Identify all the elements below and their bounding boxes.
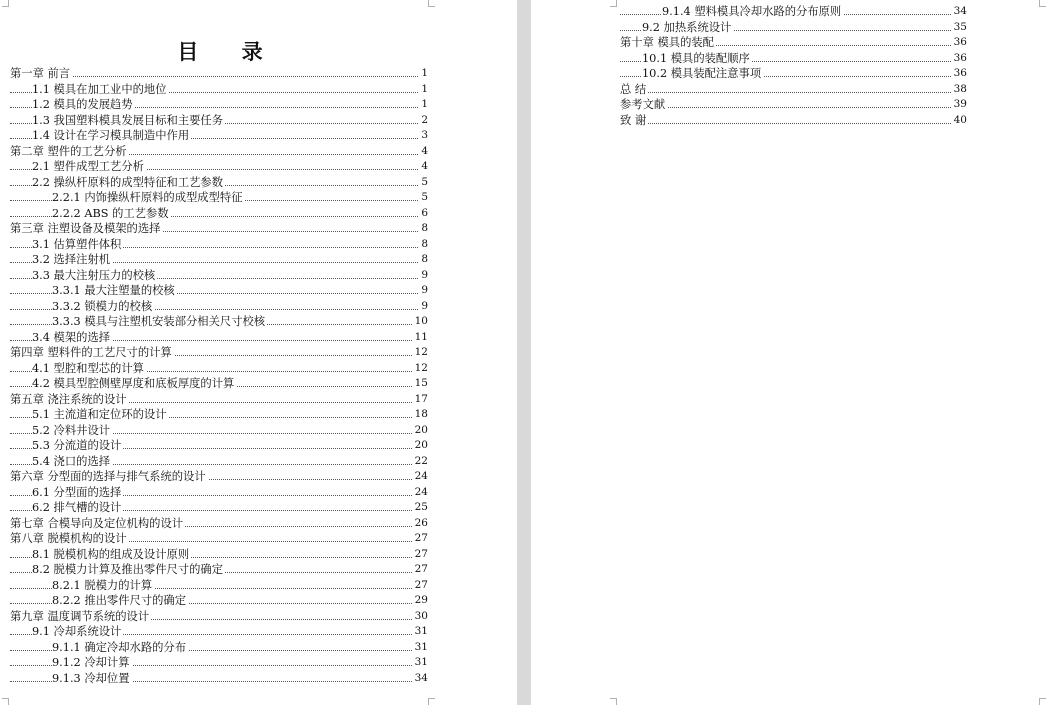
toc-entry-text: 3.3.3 模具与注塑机安装部分相关尺寸校核: [52, 315, 266, 328]
toc-page-number: 11: [413, 330, 428, 346]
toc-entry-text: 4.2 模具型腔侧壁厚度和底板厚度的计算: [32, 377, 235, 390]
toc-entry[interactable]: [10, 392, 428, 408]
toc-page-number: 31: [413, 655, 428, 671]
toc-entry[interactable]: [10, 640, 428, 656]
toc-page-number: 2: [419, 113, 428, 129]
toc-entry-text: 5.3 分流道的设计: [32, 439, 122, 452]
toc-entry[interactable]: [10, 624, 428, 640]
toc-entry-text: 1.4 设计在学习模具制造中作用: [32, 129, 190, 142]
toc-entry[interactable]: [10, 128, 428, 144]
toc-page-number: 31: [413, 640, 428, 656]
toc-entry-text: 6.1 分型面的选择: [32, 485, 122, 499]
toc-page-number: 29: [413, 593, 428, 609]
toc-page-number: 27: [413, 547, 428, 563]
toc-page-number: 18: [413, 407, 428, 423]
toc-page-number: 24: [413, 485, 428, 501]
toc-entry[interactable]: [10, 655, 428, 671]
toc-page-number: 3: [419, 128, 428, 144]
toc-entry[interactable]: [10, 314, 428, 330]
toc-entry[interactable]: [10, 97, 428, 113]
toc-entry-text: 2.2.1 内饰操纵杆原料的成型成型特征: [52, 191, 243, 204]
toc-entry[interactable]: [10, 578, 428, 594]
toc-page-number: 1: [419, 82, 428, 98]
toc-page-number: 1: [419, 97, 428, 113]
toc-entry[interactable]: [10, 438, 428, 454]
toc-entry[interactable]: [10, 500, 428, 516]
toc-entry-text: 第九章 温度调节系统的设计: [10, 609, 150, 623]
toc-entry-text: 2.2.2 ABS 的工艺参数: [52, 206, 169, 220]
document-page-left: [0, 0, 517, 705]
toc-entry-text: 5.2 冷料井设计: [32, 423, 111, 437]
toc-entry-text: 参考文献: [620, 98, 666, 111]
toc-entry-text: 致 谢: [620, 113, 647, 127]
toc-entry[interactable]: [10, 206, 428, 222]
toc-entry[interactable]: [10, 237, 428, 253]
toc-list-left: [10, 66, 428, 686]
toc-page-number: 26: [413, 516, 428, 532]
toc-page-number: 15: [413, 376, 428, 392]
toc-entry-text: 第七章 合模导向及定位机构的设计: [10, 516, 184, 530]
toc-entry[interactable]: [620, 20, 967, 36]
toc-page-number: 30: [413, 609, 428, 625]
toc-page-number: 27: [413, 531, 428, 547]
toc-page-number: 8: [419, 252, 428, 268]
toc-entry[interactable]: [620, 113, 967, 129]
toc-entry[interactable]: [10, 531, 428, 547]
toc-page-number: 38: [952, 82, 967, 98]
page-corner-mark: [2, 698, 9, 705]
toc-page-number: 20: [413, 438, 428, 454]
toc-entry[interactable]: [10, 516, 428, 532]
toc-page-number: 36: [952, 66, 967, 82]
toc-entry-text: 3.3.1 最大注塑量的校核: [52, 284, 175, 297]
page-corner-mark: [428, 0, 435, 7]
toc-page-number: 36: [952, 51, 967, 67]
toc-page-number: 40: [952, 113, 967, 129]
toc-page-number: 24: [413, 469, 428, 485]
toc-entry-text: 10.1 模具的装配顺序: [642, 51, 750, 65]
toc-entry-text: 8.1 脱模机构的组成及设计原则: [32, 547, 190, 561]
toc-entry-text: 1.1 模具在加工业中的地位: [32, 82, 167, 96]
page-corner-mark: [1039, 698, 1046, 705]
toc-entry[interactable]: [10, 175, 428, 191]
toc-entry[interactable]: [10, 268, 428, 284]
toc-entry-text: 9.1.1 确定冷却水路的分布: [52, 640, 187, 654]
toc-page-number: 8: [419, 237, 428, 253]
toc-entry-text: 9.1.2 冷却计算: [52, 656, 130, 669]
toc-page-number: 17: [413, 392, 428, 408]
toc-entry[interactable]: [10, 671, 428, 687]
toc-entry-text: 9.1.4 塑料模具冷却水路的分布原则: [662, 5, 842, 18]
toc-entry-text: 1.2 模具的发展趋势: [32, 98, 133, 111]
toc-page-number: 34: [413, 671, 428, 687]
toc-entry-text: 8.2.2 推出零件尺寸的确定: [52, 594, 187, 607]
page-corner-mark: [610, 698, 617, 705]
toc-entry[interactable]: [10, 252, 428, 268]
toc-entry[interactable]: [10, 113, 428, 129]
toc-title: 目 录: [177, 39, 281, 64]
toc-entry-text: 第五章 浇注系统的设计: [10, 392, 127, 406]
toc-page-number: 22: [413, 454, 428, 470]
toc-entry-text: 9.1.3 冷却位置: [52, 671, 130, 685]
toc-entry-text: 5.1 主流道和定位环的设计: [32, 408, 167, 421]
toc-page-number: 39: [952, 97, 967, 113]
toc-entry-text: 4.1 型腔和型芯的计算: [32, 361, 144, 375]
toc-page-number: 8: [419, 221, 428, 237]
toc-entry[interactable]: [10, 330, 428, 346]
page-corner-mark: [2, 0, 9, 7]
toc-page-number: 5: [419, 175, 428, 191]
toc-page-number: 1: [419, 66, 428, 82]
toc-entry[interactable]: [620, 82, 967, 98]
toc-entry[interactable]: [10, 159, 428, 175]
toc-page-number: 9: [419, 283, 428, 299]
page-corner-mark: [1039, 0, 1046, 7]
toc-entry[interactable]: [10, 469, 428, 485]
toc-entry[interactable]: [620, 97, 967, 113]
toc-entry-text: 3.2 选择注射机: [32, 253, 111, 266]
toc-page-number: 25: [413, 500, 428, 516]
toc-entry[interactable]: [620, 35, 967, 51]
toc-entry[interactable]: [10, 562, 428, 578]
toc-entry-text: 5.4 浇口的选择: [32, 454, 111, 468]
toc-page-number: 5: [419, 190, 428, 206]
toc-entry[interactable]: [10, 190, 428, 206]
toc-entry-text: 10.2 模具装配注意事项: [642, 67, 762, 80]
toc-entry-text: 3.3 最大注射压力的校核: [32, 268, 156, 282]
toc-page-number: 4: [419, 159, 428, 175]
toc-page-number: 12: [413, 361, 428, 377]
toc-entry-text: 第三章 注塑设备及模架的选择: [10, 222, 161, 235]
page-corner-mark: [428, 698, 435, 705]
toc-entry[interactable]: [10, 609, 428, 625]
toc-entry-text: 8.2 脱模力计算及推出零件尺寸的确定: [32, 563, 224, 576]
toc-entry-text: 2.2 操纵杆原料的成型特征和工艺参数: [32, 175, 224, 189]
toc-entry-text: 第一章 前言: [10, 67, 71, 80]
toc-entry-text: 3.4 模架的选择: [32, 330, 111, 344]
document-page-right: [531, 0, 1047, 705]
toc-entry[interactable]: [10, 361, 428, 377]
toc-entry[interactable]: [10, 454, 428, 470]
toc-entry-text: 3.3.2 锁模力的校核: [52, 299, 153, 313]
toc-leader-dots: [620, 107, 957, 108]
toc-page-number: 27: [413, 562, 428, 578]
toc-page-number: 27: [413, 578, 428, 594]
toc-entry[interactable]: [10, 144, 428, 160]
toc-page-number: 9: [419, 268, 428, 284]
toc-entry-text: 第二章 塑件的工艺分析: [10, 144, 127, 158]
toc-page-number: 35: [952, 20, 967, 36]
toc-entry-text: 6.2 排气槽的设计: [32, 501, 122, 514]
toc-entry[interactable]: [620, 4, 967, 20]
toc-leader-dots: [620, 123, 957, 124]
toc-leader-dots: [620, 92, 957, 93]
toc-entry-text: 3.1 估算塑件体积: [32, 237, 122, 251]
toc-entry[interactable]: [10, 345, 428, 361]
toc-entry-text: 8.2.1 脱模力的计算: [52, 578, 153, 592]
toc-entry[interactable]: [10, 376, 428, 392]
toc-entry[interactable]: [10, 423, 428, 439]
toc-page-number: 6: [419, 206, 428, 222]
toc-entry[interactable]: [10, 299, 428, 315]
toc-entry[interactable]: [620, 66, 967, 82]
toc-entry[interactable]: [10, 593, 428, 609]
toc-entry-text: 第十章 模具的装配: [620, 36, 714, 49]
toc-list-right: [620, 4, 967, 128]
toc-entry[interactable]: [10, 82, 428, 98]
toc-entry-text: 第六章 分型面的选择与排气系统的设计: [10, 470, 206, 483]
toc-page-number: 4: [419, 144, 428, 160]
toc-entry[interactable]: [10, 221, 428, 237]
toc-entry[interactable]: [10, 547, 428, 563]
toc-entry[interactable]: [10, 407, 428, 423]
toc-page-number: 10: [413, 314, 428, 330]
toc-entry-text: 第四章 塑料件的工艺尺寸的计算: [10, 346, 172, 359]
toc-page-number: 36: [952, 35, 967, 51]
toc-entry[interactable]: [10, 66, 428, 82]
toc-entry-text: 9.2 加热系统设计: [642, 20, 732, 34]
toc-entry-text: 1.3 我国塑料模具发展目标和主要任务: [32, 113, 224, 127]
toc-entry[interactable]: [10, 485, 428, 501]
toc-entry-text: 第八章 脱模机构的设计: [10, 532, 127, 545]
toc-page-number: 31: [413, 624, 428, 640]
toc-page-number: 9: [419, 299, 428, 315]
toc-entry-text: 总 结: [620, 82, 647, 96]
toc-page-number: 20: [413, 423, 428, 439]
toc-entry[interactable]: [10, 283, 428, 299]
toc-entry-text: 2.1 塑件成型工艺分析: [32, 160, 144, 173]
toc-entry-text: 9.1 冷却系统设计: [32, 625, 122, 638]
toc-entry[interactable]: [620, 51, 967, 67]
page-corner-mark: [610, 0, 617, 7]
toc-page-number: 12: [413, 345, 428, 361]
toc-page-number: 34: [952, 4, 967, 20]
